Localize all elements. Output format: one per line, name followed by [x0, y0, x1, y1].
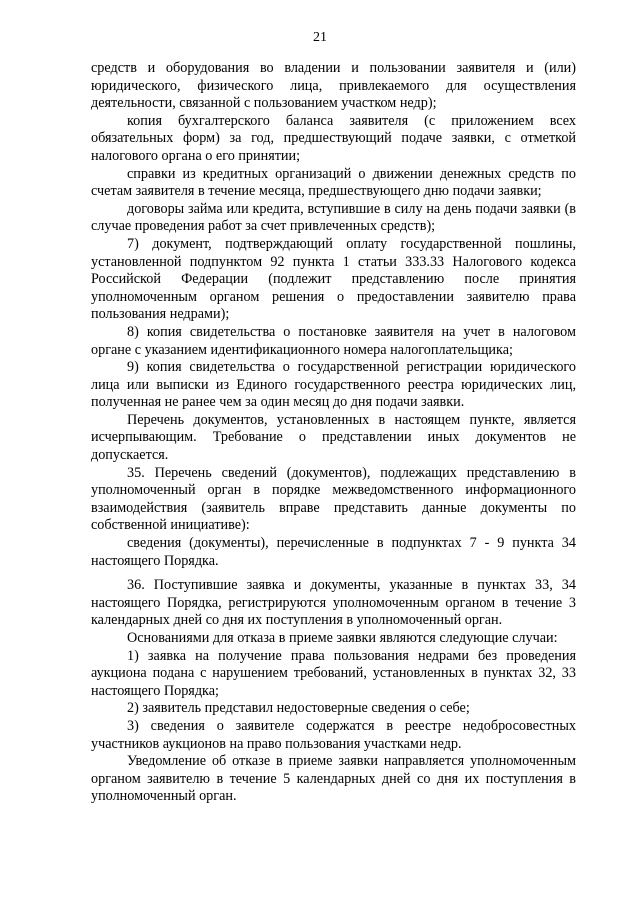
paragraph: средств и оборудования во владении и пользовании заявителя и (или) юридического, физического лица, привлекаемого для осуществления деятельности, связанной с пользованием участком недр); [91, 60, 576, 112]
paragraph: Уведомление об отказе в приеме заявки направляется уполномоченным органом заявителю в течение 5 календарных дней со дня их поступления в уполномоченный орган. [91, 753, 576, 805]
paragraph: 3) сведения о заявителе содержатся в реестре недобросовестных участников аукционов на право пользования участками недр. [91, 717, 576, 752]
paragraph: 2) заявитель представил недостоверные сведения о себе; [127, 700, 470, 717]
page-number: 21 [313, 30, 327, 45]
paragraph: сведения (документы), перечисленные в подпунктах 7 - 9 пункта 34 настоящего Порядка. [91, 535, 576, 569]
paragraph: Перечень документов, установленных в настоящем пункте, является исчерпывающим. Требование о представлении иных документов не допускается. [91, 411, 576, 464]
paragraph: справки из кредитных организаций о движении денежных средств по счетам заявителя в течение месяца, предшествующего дню подачи заявки; [91, 165, 576, 200]
paragraph: 35. Перечень сведений (документов), подлежащих представлению в уполномоченный орган в порядке межведомственного информационного взаимодействия (заявитель вправе представить данные документы по собственной инициативе): [91, 464, 576, 534]
document-body [91, 60, 576, 806]
paragraph: 9) копия свидетельства о государственной регистрации юридического лица или выписки из Единого государственного реестра юридических лиц, полученная не ранее чем за один месяц до дня подачи заявки. [91, 359, 576, 411]
paragraph: 7) документ, подтверждающий оплату государственной пошлины, установленной подпунктом 92 пункта 1 статьи 333.33 Налогового кодекса Российской Федерации (подлежит представлению после принятия уполномоченным органом решения о предоставлении заявителю права пользования недрами); [91, 235, 576, 323]
paragraph: 8) копия свидетельства о постановке заявителя на учет в налоговом органе с указанием идентификационного номера налогоплательщика; [91, 323, 576, 358]
paragraph: 1) заявка на получение права пользования недрами без проведения аукциона подана с нарушением требований, установленных в пунктах 32, 33 настоящего Порядка; [91, 647, 576, 699]
paragraph: 36. Поступившие заявка и документы, указанные в пунктах 33, 34 настоящего Порядка, регистрируются уполномоченным органом в течение 3 календарных дней со дня их поступления в уполномоченный орган. [91, 577, 576, 629]
paragraph: копия бухгалтерского баланса заявителя (с приложением всех обязательных форм) за год, предшествующий подаче заявки, с отметкой налогового органа о его принятии; [91, 112, 576, 164]
paragraph: договоры займа или кредита, вступившие в силу на день подачи заявки (в случае проведения работ за счет привлеченных средств); [91, 200, 576, 235]
paragraph: Основаниями для отказа в приеме заявки являются следующие случаи: [127, 630, 558, 646]
